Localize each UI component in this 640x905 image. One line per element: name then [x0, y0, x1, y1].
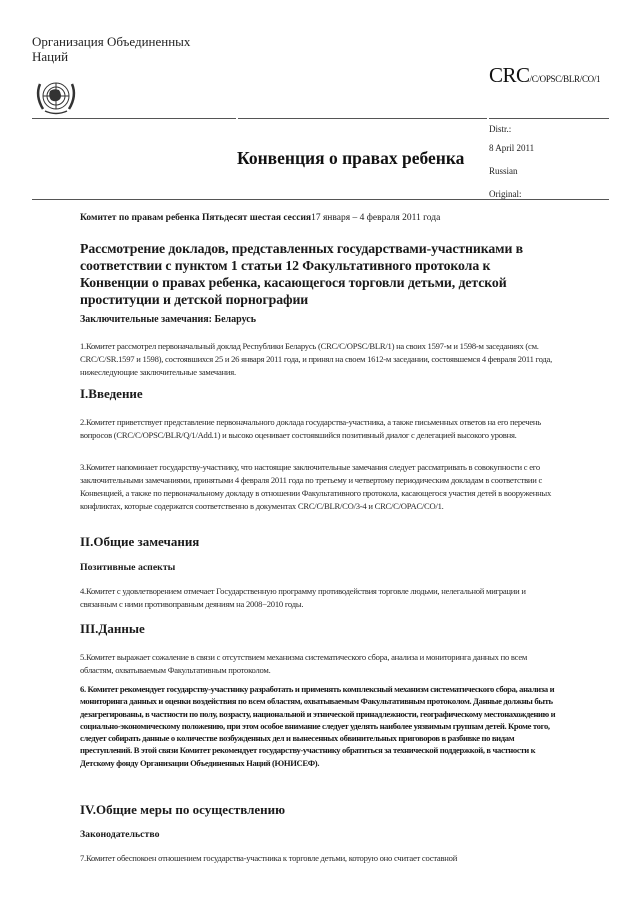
distribution-label: Distr.:: [489, 124, 512, 134]
header-divider: [238, 118, 487, 119]
session-line: Комитет по правам ребенка Пятьдесят шестая сессия17 января – 4 февраля 2011 года: [80, 213, 441, 223]
document-date: 8 April 2011: [489, 143, 535, 153]
paragraph-6-recommendation: 6. Комитет рекомендует государству-участнику разработать и применять комплексный механизм систематического сбора, анализа и мониторинга данных и оценки воздействия по всем областям, охватываемым Факультативным протоколом. Данные должны быть дезагрегированы, в частности по полу, возрасту, национальной и этнической принадлежности, географическому местонахождению и социально-экономическому положению, при этом особое внимание следует уделять наиболее уязвимым группам детей. Кроме того, следует собирать данные о количестве возбужденных дел и вынесенных обвинительных приговоров в разбивке по видам преступлений. В этой связи Комитет рекомендует государству-участнику обратиться за технической поддержкой, в частности к Детскому фонду Организации Объединенных Наций (ЮНИСЕФ).: [80, 684, 556, 768]
header-divider: [489, 118, 609, 119]
document-language: Russian: [489, 166, 518, 176]
organization-name: Организация Объединенных Наций: [32, 34, 191, 64]
document-main-title: Рассмотрение докладов, представленных государствами-участниками в соответствии с пунктом 1 статьи 12 Факультативного протокола к Конвенции о правах ребенка, касающегося торговли детьми, детской проституции и детской порнографии: [80, 241, 524, 307]
subheading-positive-aspects: Позитивные аспекты: [80, 562, 176, 573]
section-heading-data: III.Данные: [80, 621, 145, 636]
paragraph-7: 7.Комитет обеспокоен отношением государства-участника к торговле детьми, которую оно считает составной: [80, 853, 458, 863]
section-heading-general-remarks: II.Общие замечания: [80, 534, 200, 549]
paragraph-4: 4.Комитет с удовлетворением отмечает Государственную программу противодействия торговле людьми, нелегальной миграции и связанным с ними противоправным деяниям на 2008−2010 годы.: [80, 586, 526, 609]
header-divider: [32, 118, 236, 119]
section-heading-introduction: I.Введение: [80, 386, 143, 401]
paragraph-2: 2.Комитет приветствует представление первоначального доклада государства-участника, а также письменных ответов на его перечень вопросов (CRC/C/OPSC/BLR/Q/1/Add.1) и высоко оценивает состоявшийся позитивный диалог с делегацией высокого уровня.: [80, 417, 541, 440]
original-label: Original:: [489, 189, 522, 199]
paragraph-3: 3.Комитет напоминает государству-участнику, что настоящие заключительные замечания следует рассматривать в совокупности с его заключительными замечаниями, принятыми 4 февраля 2011 года по третьему и четвертому периодическим докладам в соответствии с Конвенцией, а также по первоначальному докладу в отношении Факультативного протокола, касающегося участия детей в вооруженных конфликтах, которые содержатся соответственно в документах CRC/C/BLR/CO/3-4 и CRC/C/OPAC/CO/1.: [80, 462, 551, 511]
un-emblem-icon: [31, 76, 81, 118]
concluding-observations-title: Заключительные замечания: Беларусь: [80, 314, 257, 325]
subheading-legislation: Законодательство: [80, 829, 160, 840]
section-heading-implementation: IV.Общие меры по осуществлению: [80, 802, 286, 817]
header-bottom-divider: [32, 199, 609, 200]
paragraph-5: 5.Комитет выражает сожаление в связи с отсутствием механизма систематического сбора, анализа и мониторинга данных по всем областям, охватываемым Факультативным протоколом.: [80, 652, 528, 675]
paragraph-1: 1.Комитет рассмотрел первоначальный доклад Республики Беларусь (CRC/C/OPSC/BLR/1) на своих 1597-м и 1598-м заседаниях (см. CRC/C/SR.1597 и 1598), состоявшихся 25 и 26 января 2011 года, и принял на своем 1612-м заседании, состоявшемся 4 февраля 2011 года, нижеследующие заключительные замечания.: [80, 341, 552, 377]
document-symbol: CRC/C/OPSC/BLR/CO/1: [489, 63, 601, 87]
convention-title: Конвенция о правах ребенка: [237, 148, 465, 168]
